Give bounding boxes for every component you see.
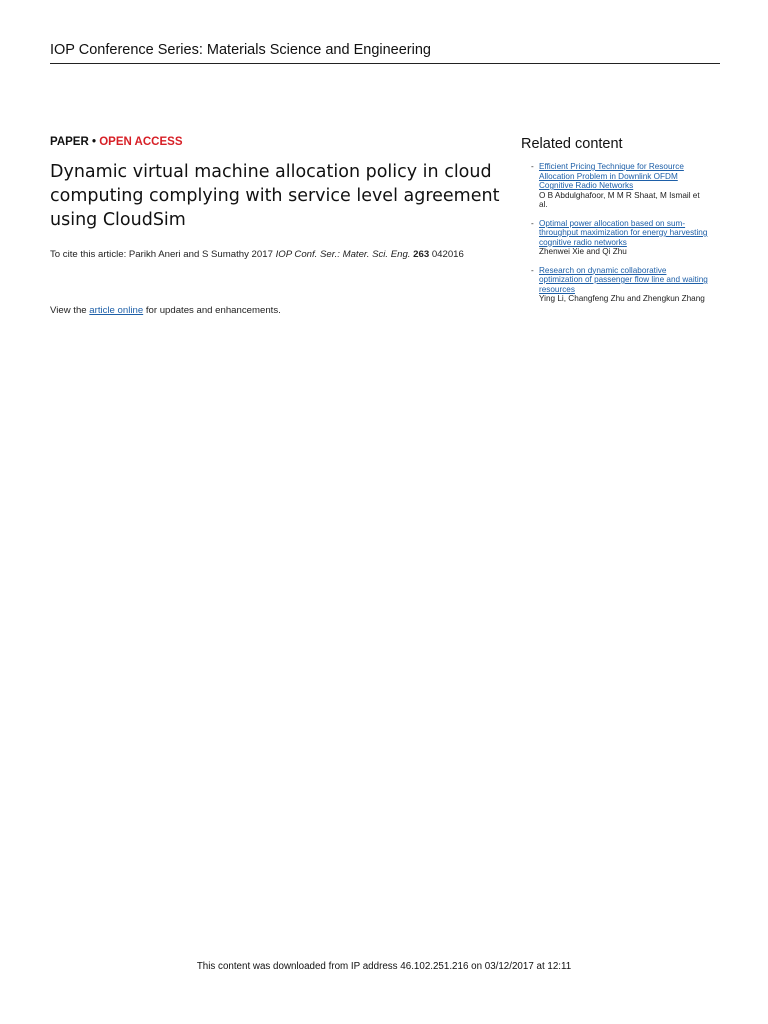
citation-article-number: 042016	[431, 249, 464, 260]
related-item-link[interactable]: Optimal power allocation based on sum-throughput maximization for energy harvesting cognitive radio networks	[539, 218, 708, 247]
related-item-authors: Ying Li, Changfeng Zhu and Zhengkun Zhang	[539, 294, 705, 303]
view-online-note	[50, 305, 520, 316]
list-dash: -	[531, 218, 534, 228]
citation-prefix: To cite this article: Parikh Aneri and S Sumathy 2017	[50, 249, 276, 260]
download-footer: This content was downloaded from IP address 46.102.251.216 on 03/12/2017 at 12:11	[196, 961, 572, 972]
view-prefix: View the	[50, 305, 90, 316]
article-online-link[interactable]: article online	[89, 305, 144, 316]
citation	[50, 249, 520, 260]
citation-volume: 263	[413, 249, 430, 260]
related-item-authors: O B Abdulghafoor, M M R Shaat, M Ismail et al.	[539, 190, 700, 209]
related-item-authors: Zhenwei Xie and Qi Zhu	[539, 247, 627, 256]
related-item	[531, 162, 710, 210]
related-item	[531, 265, 710, 304]
paper-title: Dynamic virtual machine allocation policy in cloud computing complying with service level agreement using CloudSim	[50, 162, 500, 230]
list-dash: -	[531, 162, 534, 171]
open-access-label: OPEN ACCESS	[99, 136, 183, 148]
view-suffix: for updates and enhancements.	[143, 305, 281, 316]
related-content-list	[531, 162, 710, 313]
related-item	[531, 218, 710, 257]
list-dash: -	[531, 265, 534, 275]
journal-header: IOP Conference Series: Materials Science and Engineering	[50, 42, 720, 64]
citation-journal: IOP Conf. Ser.: Mater. Sci. Eng.	[275, 249, 411, 260]
related-item-link[interactable]: Research on dynamic collaborative optimization of passenger flow line and waiting resources	[539, 265, 708, 294]
paper-type: PAPER	[50, 136, 89, 148]
label-separator: •	[88, 136, 100, 148]
related-content-heading: Related content	[521, 136, 623, 152]
paper-type-label	[50, 136, 183, 148]
related-item-link[interactable]: Efficient Pricing Technique for Resource Allocation Problem in Downlink OFDM Cognitive Radio Networks	[539, 162, 684, 190]
